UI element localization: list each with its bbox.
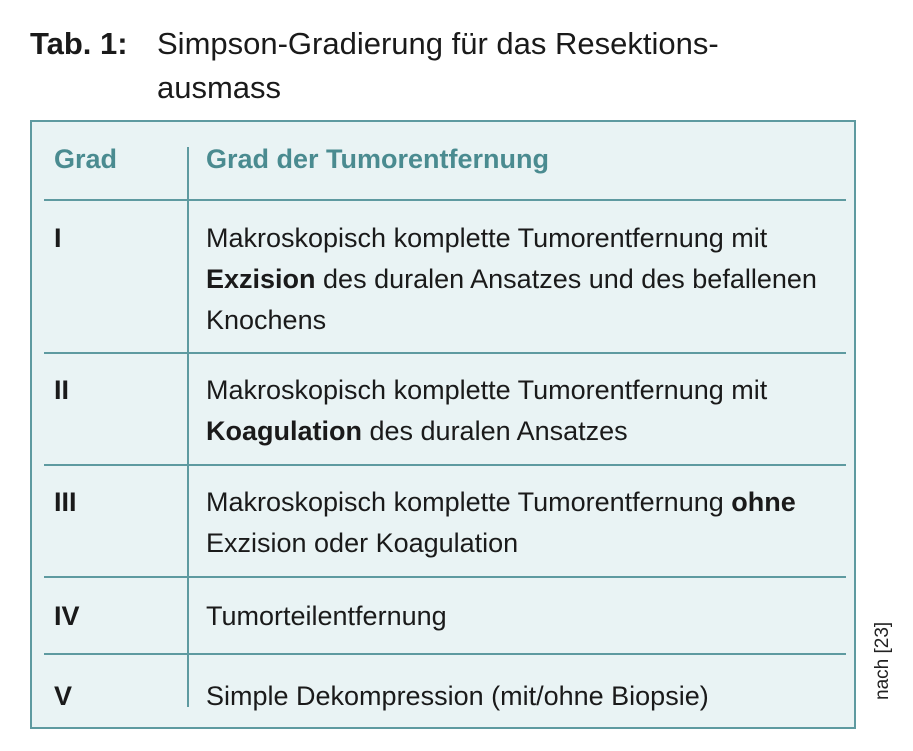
description-cell	[206, 218, 846, 341]
grade-cell: IV	[54, 601, 80, 631]
table-caption	[30, 22, 850, 110]
description-text: Tumorteilentfernung	[206, 601, 447, 631]
row-divider	[44, 464, 846, 466]
description-text: des duralen Ansatzes	[362, 416, 628, 446]
header-description: Grad der Tumorentfernung	[206, 144, 550, 174]
description-text: Makroskopisch komplette Tumorentfernung mit	[206, 223, 768, 253]
column-divider	[187, 147, 189, 707]
description-emphasis: ohne	[731, 487, 796, 517]
description-cell	[206, 676, 846, 717]
row-divider	[44, 653, 846, 655]
grade-cell: I	[54, 223, 62, 253]
row-divider	[44, 352, 846, 354]
description-text: Simple Dekompression (mit/ohne Biopsie)	[206, 681, 709, 711]
grade-cell: V	[54, 681, 73, 711]
description-cell	[206, 482, 846, 564]
description-emphasis: Exzision	[206, 264, 316, 294]
row-divider	[44, 576, 846, 578]
grade-cell: II	[54, 375, 70, 405]
description-cell	[206, 596, 846, 637]
description-text: Makroskopisch komplette Tumorentfernung	[206, 487, 732, 517]
description-emphasis: Koagulation	[206, 416, 362, 446]
description-cell	[206, 370, 846, 452]
caption-text: Simpson-Gradierung für das Resektions- ausmass	[157, 26, 719, 105]
description-text: Exzision oder Koagulation	[206, 528, 519, 558]
description-text: des duralen Ansatzes und des befallenen Knochens	[206, 264, 817, 335]
caption-label: Tab. 1:	[30, 26, 128, 61]
simpson-grade-table	[30, 120, 856, 729]
description-text: Makroskopisch komplette Tumorentfernung mit	[206, 375, 768, 405]
source-note: nach [23]	[872, 621, 893, 700]
grade-cell: III	[54, 487, 77, 517]
header-grade: Grad	[54, 144, 118, 174]
row-divider	[44, 199, 846, 201]
